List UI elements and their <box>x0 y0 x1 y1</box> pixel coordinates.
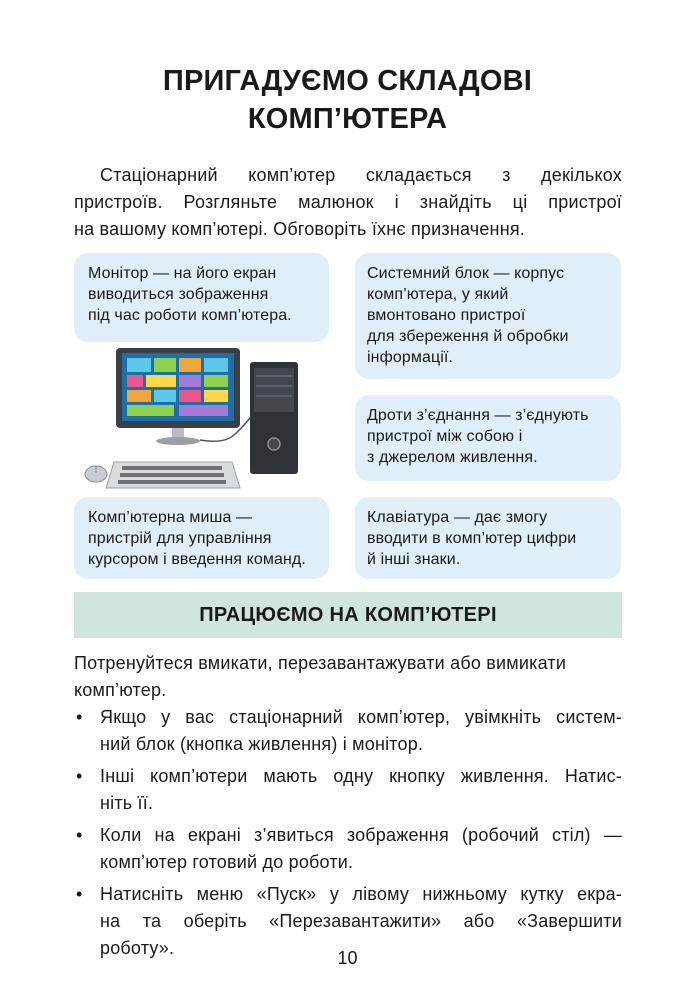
bullet-symbol: • <box>76 766 83 786</box>
card-monitor-line: виводиться зображення <box>88 286 269 303</box>
card-system-block-line: вмонтовано пристрої <box>367 307 526 324</box>
bullet-item <box>74 704 622 758</box>
card-system-block <box>355 253 621 379</box>
bullet-line: ний блок (кнопка живлення) і монітор. <box>100 734 424 754</box>
card-keyboard <box>355 497 621 579</box>
screen-tile <box>154 358 176 372</box>
screen-tile <box>127 390 151 402</box>
card-system-block-line: комп’ютера, у який <box>367 286 509 303</box>
intro-line-1: Стаціонарний комп’ютер складається з декількох <box>100 165 622 185</box>
screen-tile <box>179 390 201 402</box>
screen-tile <box>204 375 228 387</box>
intro-line-3: на вашому комп’ютері. Обговоріть їхнє призначення. <box>74 219 525 239</box>
intro-line-2: пристроїв. Розгляньте малюнок і знайдіть ці пристрої <box>74 192 622 212</box>
card-wires-line: з джерелом живлення. <box>367 449 538 466</box>
card-keyboard-line: вводити в комп’ютер цифри <box>367 530 577 547</box>
bullet-line: ніть її. <box>100 793 154 813</box>
card-keyboard-line: й інші знаки. <box>367 551 461 568</box>
screen-tile <box>179 375 201 387</box>
body-paragraph <box>74 650 622 704</box>
screen-tile <box>127 358 151 372</box>
card-monitor <box>74 253 329 342</box>
screen-tile <box>146 375 176 387</box>
page-title <box>0 62 695 138</box>
bullet-line: Інші комп’ютери мають одну кнопку живлення. Натис- <box>100 766 622 786</box>
computer-illustration <box>74 340 344 495</box>
page-title-line-1: ПРИГАДУЄМО СКЛАДОВІ <box>162 65 533 97</box>
bullet-line: роботу». <box>100 938 175 958</box>
body-line-2: комп’ютер. <box>74 680 167 700</box>
screen-tile <box>204 390 228 402</box>
bullet-item <box>74 822 622 876</box>
bullet-line: Якщо у вас стаціонарний комп’ютер, увімкніть систем- <box>100 707 622 727</box>
bullet-line: на та оберіть «Перезавантажити» або «Завершити <box>100 911 622 931</box>
screen-tile <box>179 358 201 372</box>
bullet-list <box>74 704 622 967</box>
bullet-symbol: • <box>76 884 83 904</box>
screen-tile <box>127 375 143 387</box>
card-mouse-line: пристрій для управління <box>88 530 272 547</box>
card-keyboard-line: Клавіатура — дає змогу <box>367 509 548 526</box>
bullet-line: Натисніть меню «Пуск» у лівому нижньому кутку екра- <box>100 884 622 904</box>
page-title-line-2: КОМП’ЮТЕРА <box>247 103 448 135</box>
body-line-1: Потренуйтеся вмикати, перезавантажувати або вимикати <box>74 653 567 673</box>
keyboard-keys <box>118 480 226 484</box>
keyboard-keys <box>120 473 224 477</box>
monitor-base <box>156 437 200 445</box>
screen-tile <box>127 405 174 416</box>
bullet-symbol: • <box>76 707 83 727</box>
card-monitor-line: Монітор — на його екран <box>88 265 277 282</box>
card-wires-line: пристрої між собою і <box>367 428 523 445</box>
card-mouse <box>74 497 329 579</box>
bullet-line: комп’ютер готовий до роботи. <box>100 852 354 872</box>
card-system-block-line: інформації. <box>367 349 453 366</box>
screen-tile <box>204 358 228 372</box>
intro-paragraph <box>74 162 622 243</box>
keyboard-keys <box>122 466 222 470</box>
screen-tile <box>154 390 176 402</box>
system-unit-bay <box>254 368 294 412</box>
card-system-block-line: Системний блок — корпус <box>367 265 565 282</box>
section-title: ПРАЦЮЄМО НА КОМП’ЮТЕРІ <box>199 604 497 626</box>
bullet-item <box>74 763 622 817</box>
power-button-icon <box>268 438 280 450</box>
section-band <box>74 592 622 638</box>
card-monitor-line: під час роботи комп’ютера. <box>88 307 292 324</box>
card-mouse-line: Комп’ютерна миша — <box>88 509 253 526</box>
card-wires <box>355 395 621 481</box>
card-system-block-line: для збереження й обробки <box>367 328 569 345</box>
bullet-symbol: • <box>76 825 83 845</box>
card-wires-line: Дроти з’єднання — з’єднують <box>367 407 589 424</box>
screen-tile <box>179 405 228 416</box>
page-number: 10 <box>337 948 358 968</box>
card-mouse-line: курсором і введення команд. <box>88 551 306 568</box>
bullet-line: Коли на екрані з’явиться зображення (робочий стіл) — <box>100 825 622 845</box>
